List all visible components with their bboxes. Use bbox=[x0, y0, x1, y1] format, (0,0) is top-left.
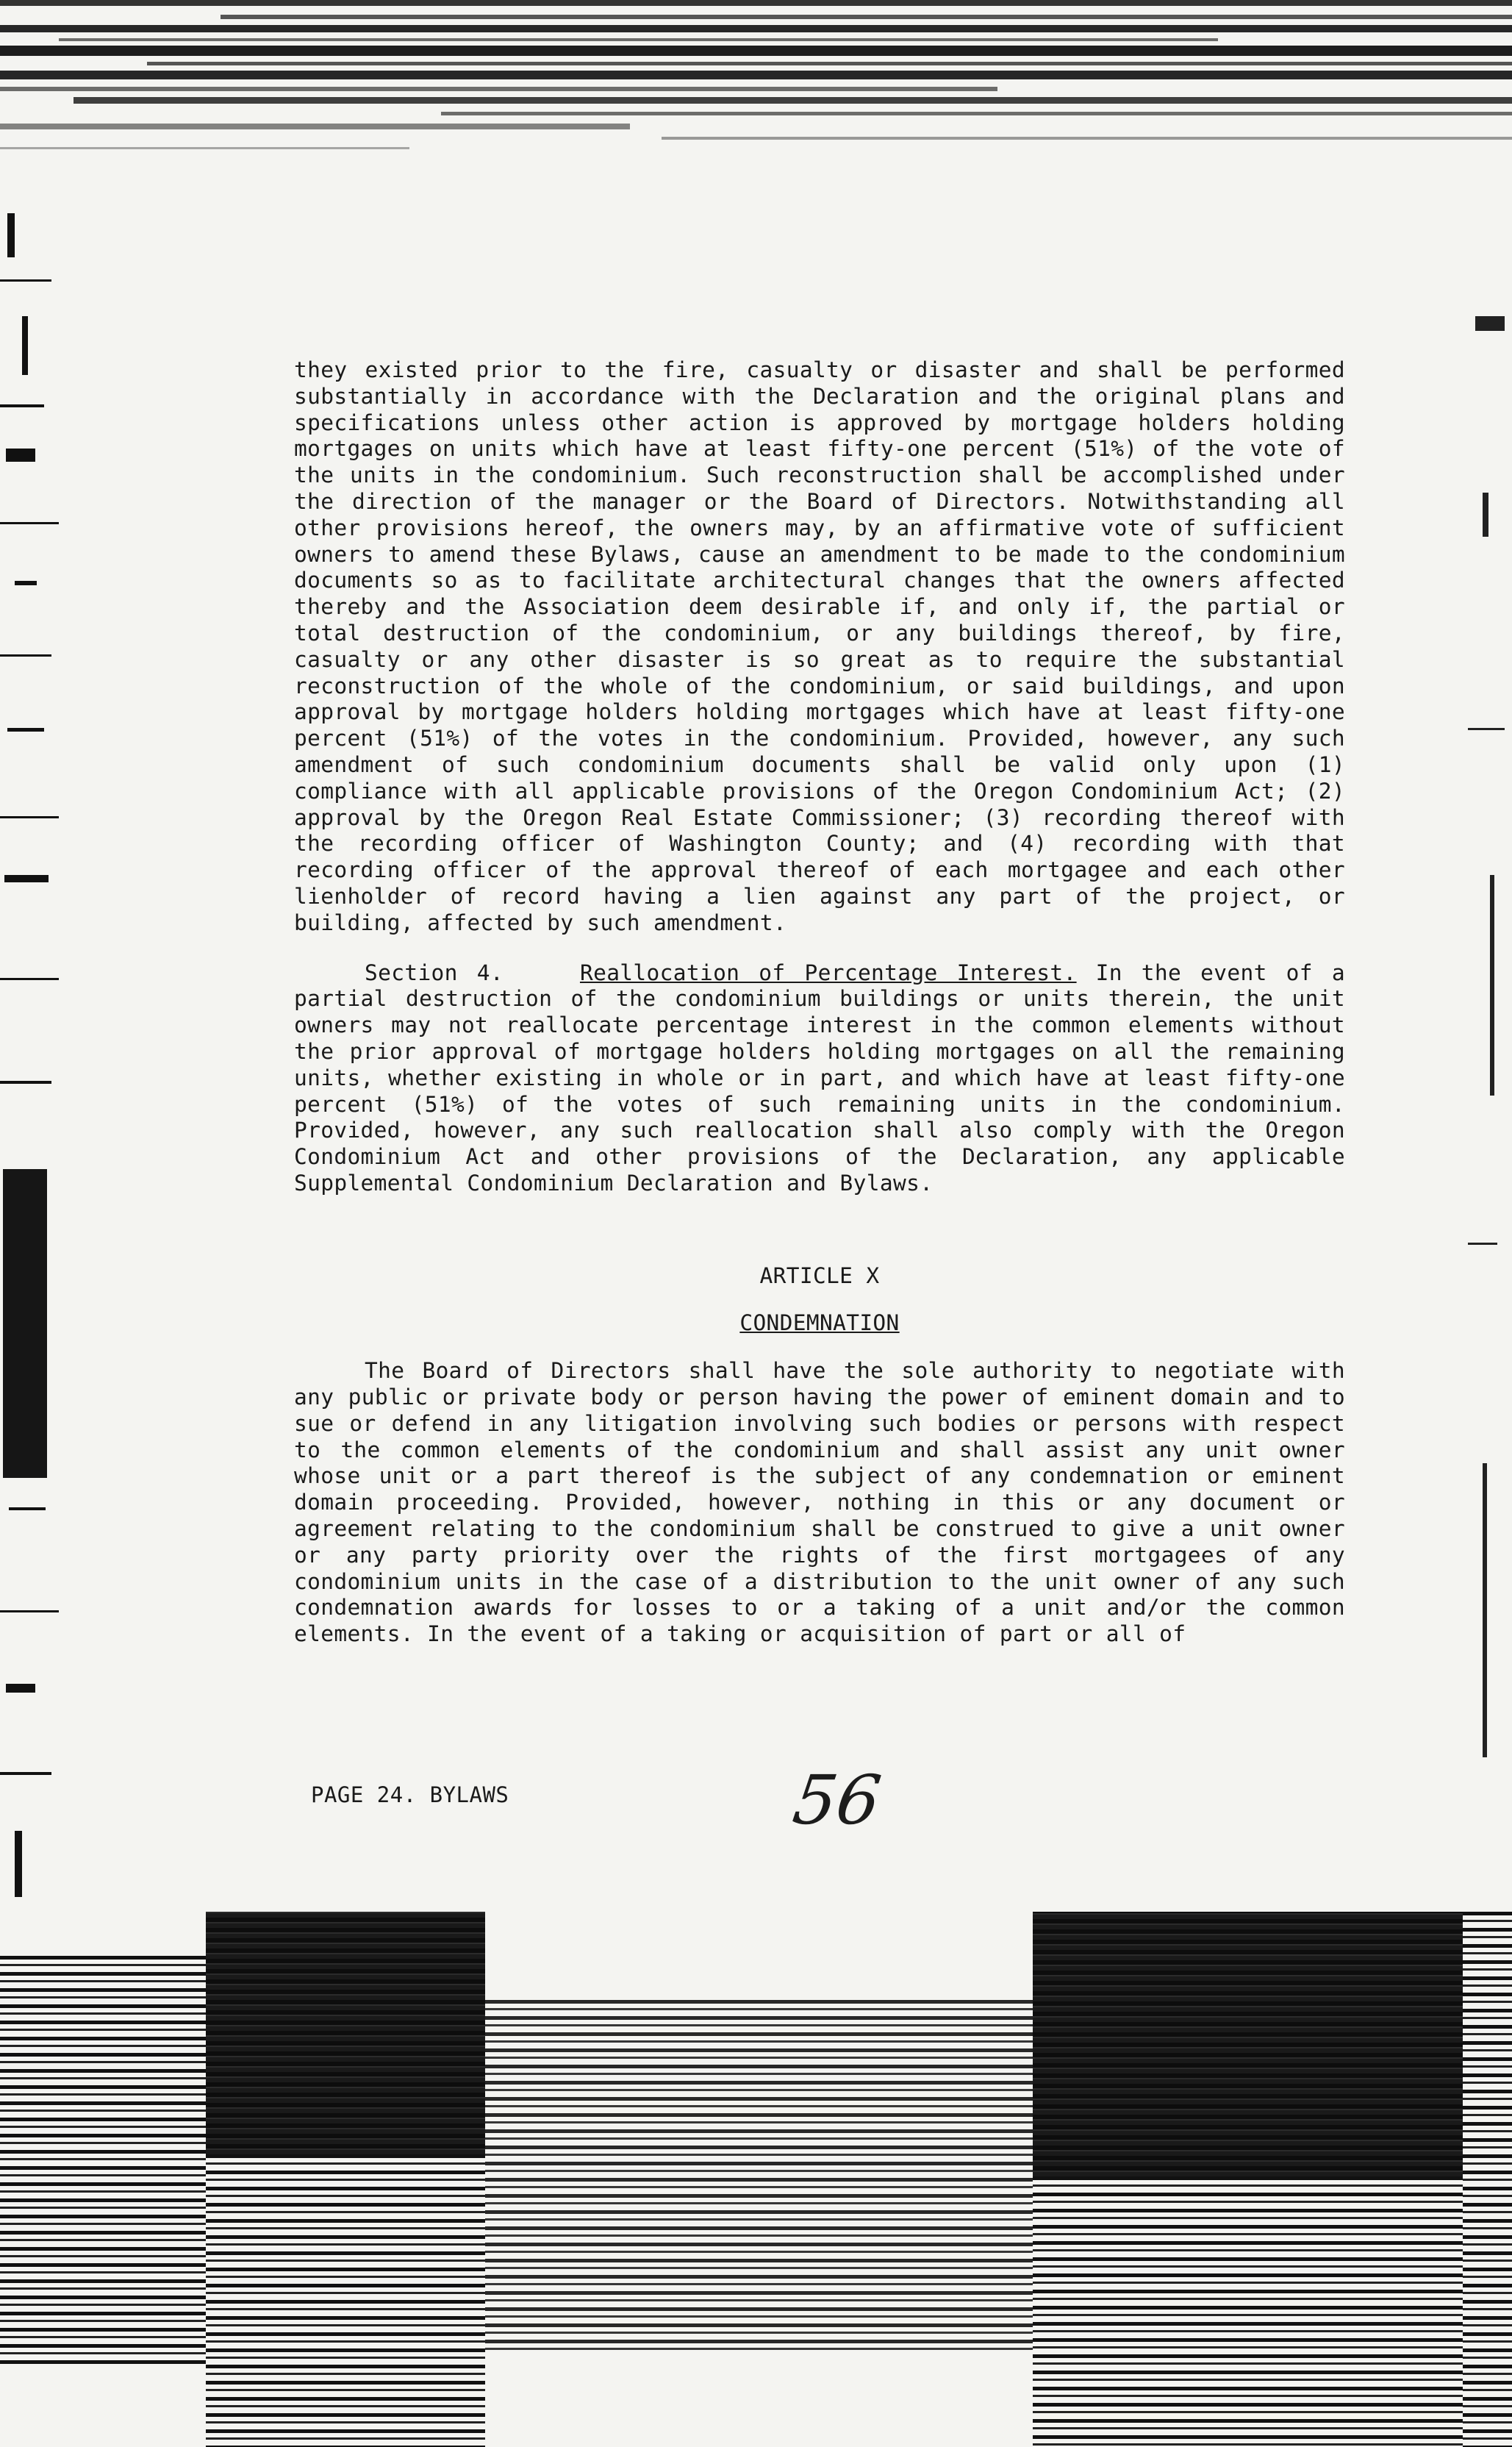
handwritten-page-number: 56 bbox=[788, 1761, 886, 1840]
article-heading: CONDEMNATION bbox=[739, 1310, 900, 1335]
article-number: ARTICLE X bbox=[759, 1262, 880, 1288]
scan-artifact-bottom bbox=[0, 1912, 1512, 2447]
section-label: Section 4. bbox=[365, 960, 504, 985]
paragraph-condemnation: The Board of Directors shall have the sole authority to negotiate with any public or private body or person having the power of eminent domain and to sue or defend in any litigation involving such bodies or persons with respect to the common elements of the condominium and shall assist any unit owner whose unit or a part thereof is the subject of any condemnation or eminent domain proceeding. Provided, however, nothing in this or any document or agreement relating to the condominium shall be construed to give a unit owner or any party priority over the rights of the first mortgagees of any condominium units in the case of a distribution to the unit owner of any such condemnation awards for losses to or a taking of a unit and/or the common elements. In the event of a taking or acquisition of part or all of bbox=[294, 1358, 1345, 1647]
bylaws-page-body bbox=[294, 357, 1345, 1648]
section-4-paragraph bbox=[294, 960, 1345, 1197]
scan-artifact-left-edge bbox=[0, 213, 66, 1919]
paragraph-reconstruction: they existed prior to the fire, casualty or disaster and shall be performed substantially in accordance with the Declaration and the original plans and specifications unless other action is approved by mortgage holders holding mortgages on units which have at least fifty-one percent (51%) of the vote of the units in the condominium. Such reconstruction shall be accomplished under the direction of the manager or the Board of Directors. Notwithstanding all other provisions hereof, the owners may, by an affirmative vote of sufficient owners to amend these Bylaws, cause an amendment to be made to the condominium documents so as to facilitate architectural changes that the owners affected thereby and the Association deem desirable if, and only if, the partial or total destruction of the condominium, or any buildings thereof, by fire, casualty or any other disaster is so great as to require the substantial reconstruction of the whole of the condominium, or said buildings, and upon approval by mortgage holders holding mortgages which have at least fifty-one percent (51%) of the votes in the condominium. Provided, however, any such amendment of such condominium documents shall be valid only upon (1) compliance with all applicable provisions of the Oregon Condominium Act; (2) approval by the Oregon Real Estate Commissioner; (3) recording thereof with the recording officer of Washington County; and (4) recording with that recording officer of the approval thereof of each mortgagee and each other lienholder of record having a lien against any part of the project, or building, affected by such amendment. bbox=[294, 357, 1345, 935]
section-text: In the event of a partial destruction of the condominium buildings or units therein, the unit owners may not reallocate percentage interest in the common elements without the prior approval of mortgage holders holding mortgages on all the remaining units, whether existing in whole or in part, and which have at least fifty-one percent (51%) of the votes of such remaining units in the condominium. Provided, however, any such reallocation shall also comply with the Oregon Condominium Act and other provisions of the Declaration, any applicable Supplemental Condominium Declaration and Bylaws. bbox=[294, 960, 1345, 1196]
page-footer: PAGE 24. BYLAWS bbox=[311, 1782, 509, 1807]
scan-artifact-top bbox=[0, 0, 1512, 213]
section-title: Reallocation of Percentage Interest. bbox=[579, 960, 1077, 985]
side-stamp-marks bbox=[3, 1169, 47, 1478]
scan-artifact-right-edge bbox=[1468, 213, 1512, 1919]
